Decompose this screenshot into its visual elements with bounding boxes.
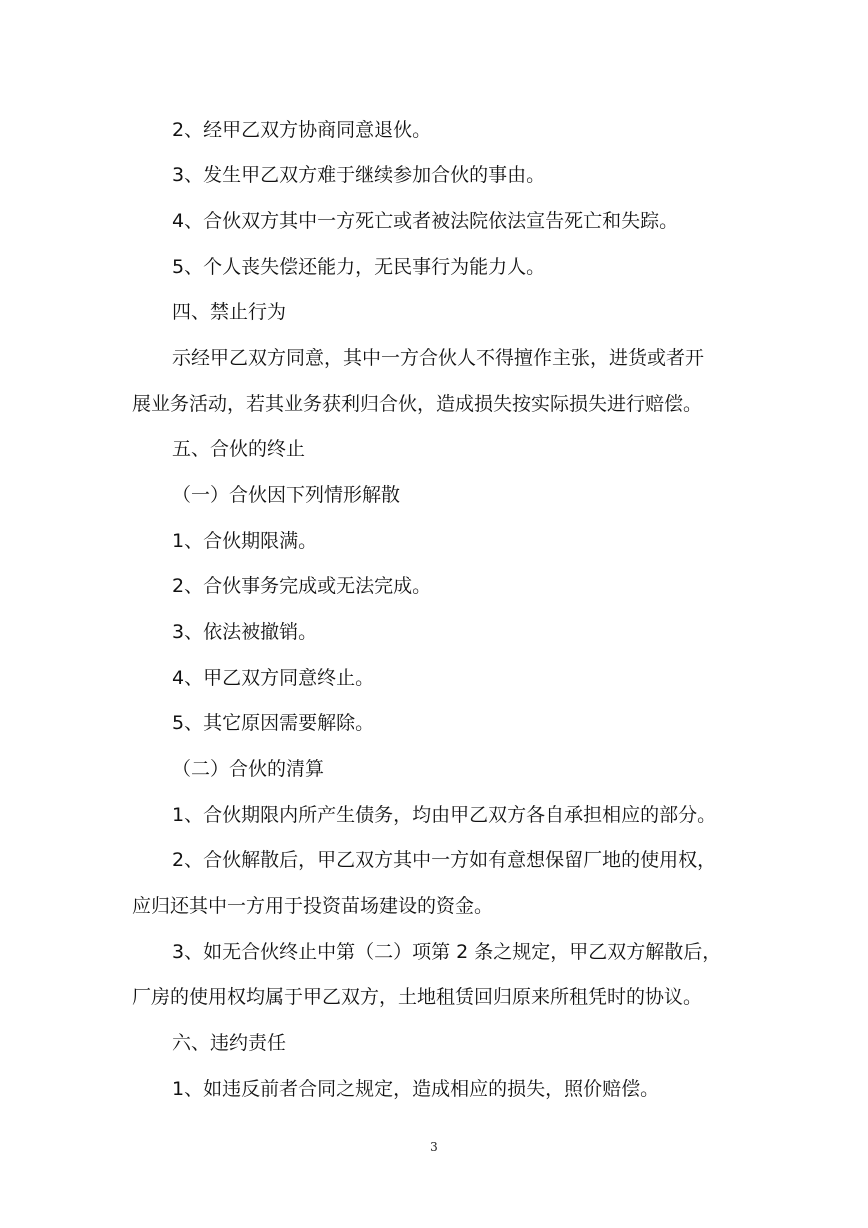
text-line: 应归还其中一方用于投资苗场建设的资金。 [132,895,494,917]
text-line: 2、合伙事务完成或无法完成。 [172,575,432,597]
section-heading: 五、合伙的终止 [172,438,306,460]
section-heading: 六、违约责任 [172,1032,287,1054]
text-line: 3、依法被撤销。 [172,621,318,643]
text-line: 厂房的使用权均属于甲乙双方，土地租赁回归原来所租凭时的协议。 [132,986,703,1008]
text-line: 4、合伙双方其中一方死亡或者被法院依法宣告死亡和失踪。 [172,210,679,232]
section-heading: 四、禁止行为 [172,301,287,323]
text-line: 5、个人丧失偿还能力，无民事行为能力人。 [172,256,546,278]
text-line: 4、甲乙双方同意终止。 [172,667,375,689]
text-line: 2、合伙解散后，甲乙双方其中一方如有意想保留厂地的使用权， [172,849,717,871]
subsection-heading: （一）合伙因下列情形解散 [172,484,401,506]
text-line: 5、其它原因需要解除。 [172,712,375,734]
text-line: 1、合伙期限内所产生债务，均由甲乙双方各自承担相应的部分。 [172,804,717,826]
text-line: 2、经甲乙双方协商同意退伙。 [172,119,432,141]
subsection-heading: （二）合伙的清算 [172,758,325,780]
page-number: 3 [430,1140,438,1154]
text-line: 示经甲乙双方同意，其中一方合伙人不得擅作主张，进货或者开 [172,347,705,369]
text-line: 1、如违反前者合同之规定，造成相应的损失，照价赔偿。 [172,1078,660,1100]
text-line: 1、合伙期限满。 [172,530,318,552]
text-line: 展业务活动，若其业务获利归合伙，造成损失按实际损失进行赔偿。 [132,393,703,415]
text-line: 3、发生甲乙双方难于继续参加合伙的事由。 [172,164,546,186]
text-line: 3、如无合伙终止中第（二）项第 2 条之规定，甲乙双方解散后， [172,941,722,963]
